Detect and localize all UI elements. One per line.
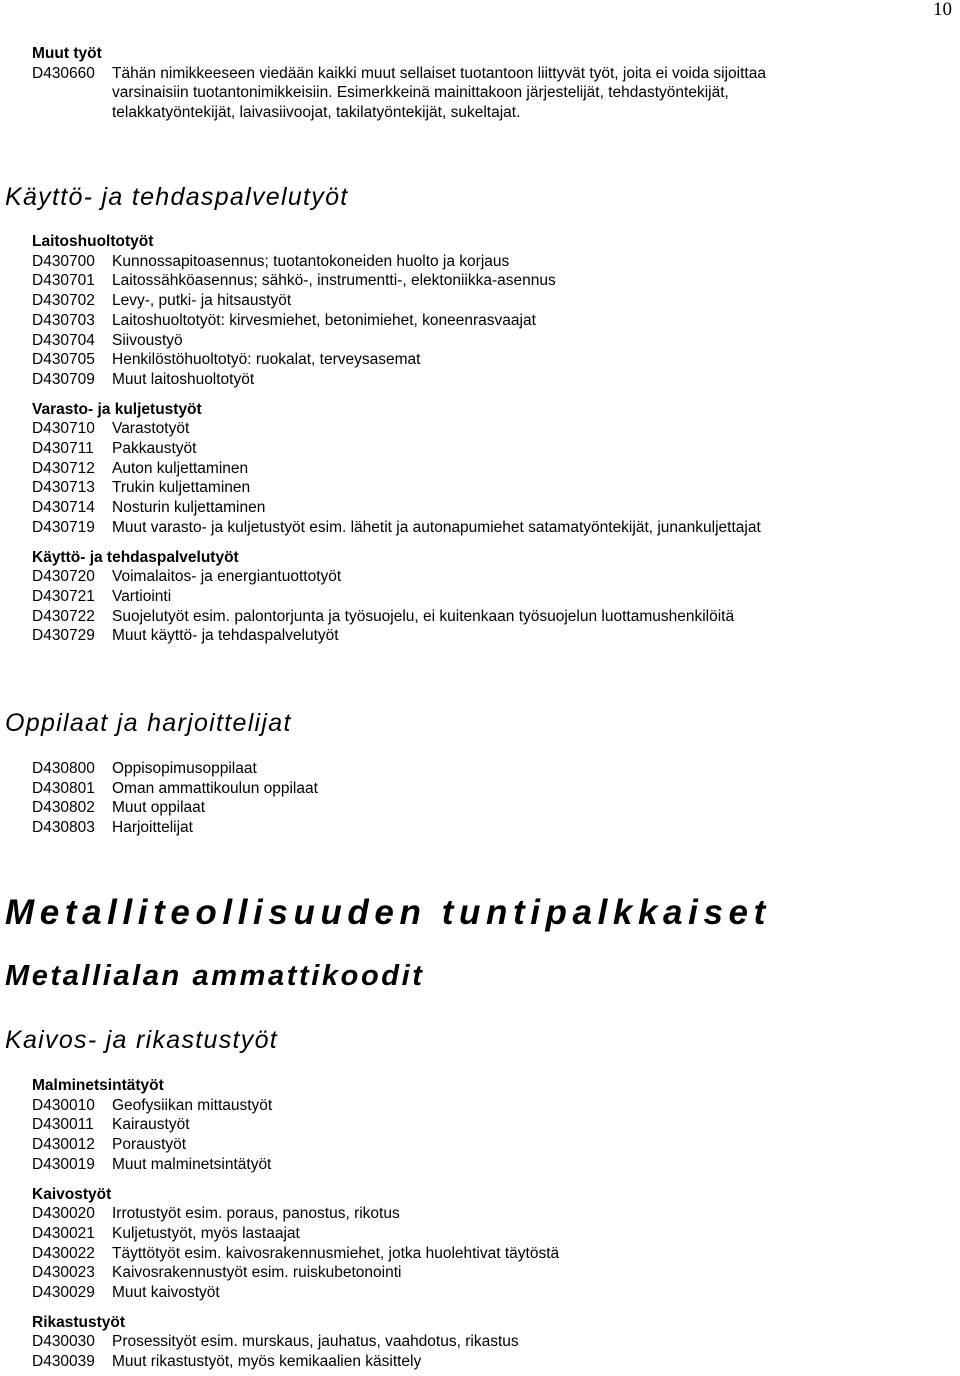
code-row xyxy=(32,1155,559,1175)
group-title: Varasto- ja kuljetustyöt xyxy=(32,400,202,418)
description: Prosessityöt esim. murskaus, jauhatus, vaahdotus, rikastus xyxy=(112,1333,519,1351)
code: D430714 xyxy=(32,499,95,517)
description: Auton kuljettaminen xyxy=(112,459,249,477)
code: D430713 xyxy=(32,479,95,497)
code-row xyxy=(32,1224,559,1244)
code: D430011 xyxy=(32,1116,94,1134)
code-row xyxy=(32,779,318,799)
section-heading-kaivos: Kaivos- ja rikastustyöt xyxy=(5,1026,279,1054)
group-title: Kaivostyöt xyxy=(32,1185,112,1203)
group-title: Käyttö- ja tehdaspalvelutyöt xyxy=(32,548,239,566)
code: D430711 xyxy=(32,440,94,458)
code: D430022 xyxy=(32,1244,95,1262)
code: D430029 xyxy=(32,1284,95,1302)
main-heading: Metalliteollisuuden tuntipalkkaiset xyxy=(5,893,771,932)
code: D430709 xyxy=(32,370,95,388)
description: Henkilöstöhuoltotyö: ruokalat, terveysasemat xyxy=(112,351,421,369)
code-row xyxy=(32,1204,559,1224)
code-row xyxy=(32,252,761,272)
code: D430703 xyxy=(32,311,95,329)
description-line: telakkatyöntekijät, laivasiivoojat, takilatyöntekijät, sukeltajat. xyxy=(112,104,521,122)
code: D430801 xyxy=(32,779,95,797)
code-row xyxy=(32,370,761,390)
code: D430721 xyxy=(32,587,95,605)
code: D430710 xyxy=(32,420,95,438)
code: D430719 xyxy=(32,518,95,536)
code-row xyxy=(32,350,761,370)
code-row xyxy=(32,1332,559,1352)
description: Suojelutyöt esim. palontorjunta ja työsuojelu, ei kuitenkaan työsuojelun luottamushenkilöitä xyxy=(112,607,735,625)
code: D430803 xyxy=(32,819,95,837)
code: D430722 xyxy=(32,607,95,625)
group-title: Rikastustyöt xyxy=(32,1313,126,1331)
description: Muut rikastustyöt, myös kemikaalien käsittely xyxy=(112,1353,422,1371)
description: Vartiointi xyxy=(112,587,172,605)
description: Laitoshuoltotyöt: kirvesmiehet, betonimiehet, koneenrasvaajat xyxy=(112,311,536,329)
code-row xyxy=(32,478,761,498)
code: D430039 xyxy=(32,1353,95,1371)
description: Oman ammattikoulun oppilaat xyxy=(112,779,318,797)
code-row xyxy=(32,1135,559,1155)
code-row xyxy=(32,1096,559,1116)
description: Trukin kuljettaminen xyxy=(112,479,251,497)
code-row xyxy=(32,64,912,123)
description: Siivoustyö xyxy=(112,331,183,349)
description: Poraustyöt xyxy=(112,1136,187,1154)
description: Levy-, putki- ja hitsaustyöt xyxy=(112,292,292,310)
code-row xyxy=(32,1115,559,1135)
section-heading-oppilaat: Oppilaat ja harjoittelijat xyxy=(5,709,292,737)
code-row xyxy=(32,1283,559,1303)
code: D430012 xyxy=(32,1136,95,1154)
code-row xyxy=(32,1244,559,1264)
section-subheading: Muut työt xyxy=(32,45,102,62)
page-number: 10 xyxy=(933,0,952,20)
description: Muut kaivostyöt xyxy=(112,1284,220,1302)
description: Irrotustyöt esim. poraus, panostus, rikotus xyxy=(112,1205,400,1223)
code-row xyxy=(32,607,761,627)
code-row xyxy=(32,291,761,311)
description: Täyttötyöt esim. kaivosrakennusmiehet, jotka huolehtivat täytöstä xyxy=(112,1244,560,1262)
description: Oppisopimusoppilaat xyxy=(112,760,257,777)
sub-heading: Metallialan ammattikoodit xyxy=(5,960,425,992)
description xyxy=(112,64,852,123)
code-row xyxy=(32,518,761,538)
muut-tyot-section xyxy=(32,44,912,123)
code: D430030 xyxy=(32,1333,95,1351)
group-title: Laitoshuoltotyöt xyxy=(32,233,154,250)
code-row xyxy=(32,567,761,587)
code: D430020 xyxy=(32,1205,95,1223)
code: D430700 xyxy=(32,252,95,270)
kaytto-groups xyxy=(32,232,761,646)
code-row xyxy=(32,626,761,646)
description-line: Tähän nimikkeeseen viedään kaikki muut sellaiset tuotantoon liittyvät työt, joita ei voida sijoittaa xyxy=(112,64,766,82)
code: D430701 xyxy=(32,272,95,290)
code-row xyxy=(32,459,761,479)
code-row xyxy=(32,271,761,291)
code: D430021 xyxy=(32,1224,95,1242)
description: Muut malminetsintätyöt xyxy=(112,1155,272,1173)
code: D430010 xyxy=(32,1096,95,1114)
code: D430802 xyxy=(32,799,95,817)
code-row xyxy=(32,1352,559,1372)
code: D430660 xyxy=(32,64,95,82)
code: D430704 xyxy=(32,331,95,349)
kaivos-groups xyxy=(32,1076,559,1372)
code: D430720 xyxy=(32,568,95,586)
description: Kaivosrakennustyöt esim. ruiskubetonointi xyxy=(112,1264,402,1282)
code-row xyxy=(32,798,318,818)
oppilaat-list xyxy=(32,759,318,838)
description: Muut laitoshuoltotyöt xyxy=(112,370,255,388)
code: D430729 xyxy=(32,627,95,645)
code-row xyxy=(32,498,761,518)
code-row xyxy=(32,331,761,351)
code-row xyxy=(32,759,318,779)
code: D430712 xyxy=(32,459,95,477)
description: Varastotyöt xyxy=(112,420,190,438)
group-title: Malminetsintätyöt xyxy=(32,1077,164,1094)
description: Laitossähköasennus; sähkö-, instrumentti-, elektoniikka-asennus xyxy=(112,272,556,290)
description: Geofysiikan mittaustyöt xyxy=(112,1096,273,1114)
description: Muut varasto- ja kuljetustyöt esim. lähetit ja autonapumiehet satamatyöntekijät, junankuljettajat xyxy=(112,518,761,536)
code-row xyxy=(32,587,761,607)
code: D430023 xyxy=(32,1264,95,1282)
code: D430705 xyxy=(32,351,95,369)
code-row xyxy=(32,311,761,331)
code: D430800 xyxy=(32,760,95,777)
section-heading-kaytto: Käyttö- ja tehdaspalvelutyöt xyxy=(5,183,349,211)
code: D430702 xyxy=(32,292,95,310)
description: Muut oppilaat xyxy=(112,799,206,817)
code-row xyxy=(32,818,318,838)
code: D430019 xyxy=(32,1155,95,1173)
description: Muut käyttö- ja tehdaspalvelutyöt xyxy=(112,627,339,645)
description: Nosturin kuljettaminen xyxy=(112,499,266,517)
code-row xyxy=(32,1263,559,1283)
code-row xyxy=(32,439,761,459)
description-line: varsinaisiin tuotantonimikkeisiin. Esimerkkeinä mainittakoon järjestelijät, tehdastyöntekijät, xyxy=(112,84,729,102)
description: Pakkaustyöt xyxy=(112,440,197,458)
description: Voimalaitos- ja energiantuottotyöt xyxy=(112,568,342,586)
description: Harjoittelijat xyxy=(112,819,193,837)
description: Kuljetustyöt, myös lastaajat xyxy=(112,1224,300,1242)
description: Kairaustyöt xyxy=(112,1116,190,1134)
description: Kunnossapitoasennus; tuotantokoneiden huolto ja korjaus xyxy=(112,252,510,270)
code-row xyxy=(32,419,761,439)
